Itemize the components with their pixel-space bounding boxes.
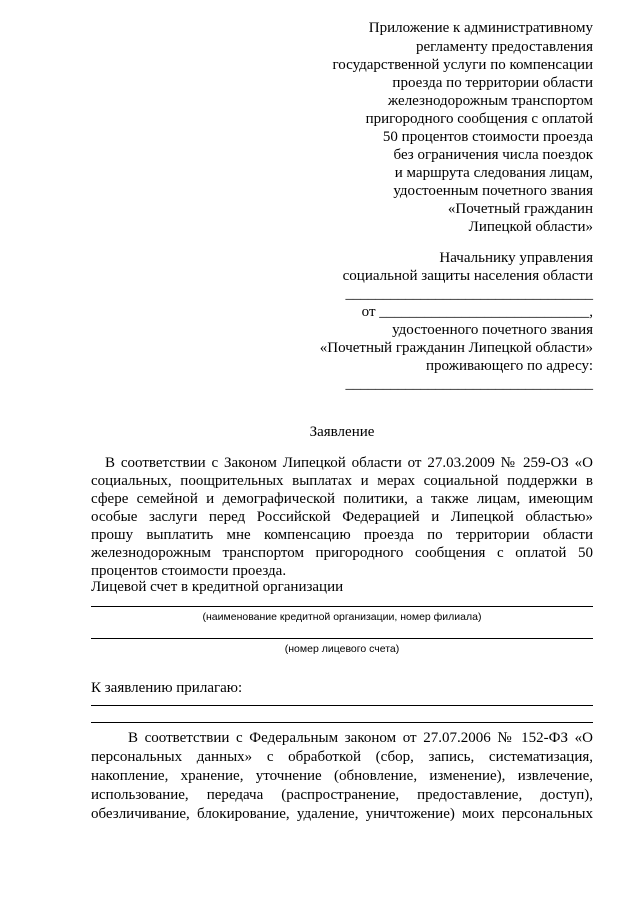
body-line-5: прошу выплатить мне компенсацию проезда по территории области: [91, 527, 593, 543]
attachments-label: К заявлению прилагаю:: [91, 680, 243, 696]
appendix-line-5: железнодорожным транспортом: [387, 93, 593, 109]
account-label: Лицевой счет в кредитной организации: [91, 579, 344, 595]
appendix-line-1: Приложение к административному: [368, 20, 593, 36]
appendix-line-3: государственной услуги по компенсации: [332, 57, 593, 73]
bank-name-caption: (наименование кредитной организации, номер филиала): [202, 611, 482, 623]
appendix-line-4: проезда по территории области: [392, 75, 593, 91]
applicant-address-blank[interactable]: _________________________________: [345, 376, 593, 392]
appendix-line-12: Липецкой области»: [468, 219, 593, 235]
body-line-6: железнодорожным транспортом пригородного сообщения с оплатой 50: [91, 545, 593, 561]
consent-line-2: персональных данных» с обработкой (сбор, запись, систематизация,: [91, 749, 593, 765]
body-line-4: особые заслуги перед Российской Федерацией и Липецкой областью»: [91, 509, 593, 525]
appendix-line-6: пригородного сообщения с оплатой: [365, 111, 593, 127]
applicant-name-blank[interactable]: от ____________________________,: [361, 304, 593, 320]
consent-line-4: использование, передача (распространение, предоставление, доступ),: [91, 787, 593, 803]
consent-line-5: обезличивание, блокирование, удаление, уничтожение) моих персональных: [91, 806, 593, 822]
document-title: Заявление: [309, 424, 375, 440]
appendix-line-2: регламенту предоставления: [415, 39, 593, 55]
applicant-title-line: удостоенного почетного звания: [392, 322, 593, 338]
consent-line-3: накопление, хранение, уточнение (обновление, изменение), извлечение,: [91, 768, 593, 784]
addressee-line-2: социальной защиты населения области: [342, 268, 593, 284]
body-line-2: социальных, поощрительных выплатах и мерах социальной поддержки в: [91, 473, 593, 489]
consent-line-1: В соответствии с Федеральным законом от 27.07.2006 № 152-ФЗ «О: [128, 730, 593, 746]
appendix-line-9: и маршрута следования лицам,: [394, 165, 593, 181]
attachments-blank-2[interactable]: [91, 722, 593, 723]
appendix-line-10: удостоенным почетного звания: [393, 183, 593, 199]
appendix-line-8: без ограничения числа поездок: [393, 147, 593, 163]
body-line-1: В соответствии с Законом Липецкой области от 27.03.2009 № 259-ОЗ «О: [105, 455, 593, 471]
addressee-name-blank[interactable]: _________________________________: [345, 286, 593, 302]
appendix-line-7: 50 процентов стоимости проезда: [382, 129, 593, 145]
account-number-caption: (номер лицевого счета): [284, 643, 400, 655]
appendix-line-11: «Почетный гражданин: [447, 201, 593, 217]
addressee-line-1: Начальнику управления: [439, 250, 593, 266]
attachments-blank-1[interactable]: [91, 705, 593, 706]
body-line-7: процентов стоимости проезда.: [91, 563, 287, 579]
body-line-3: сфере семейной и демографической политики, а также лицам, имеющим: [91, 491, 593, 507]
applicant-address-label: проживающего по адресу:: [425, 358, 593, 374]
applicant-honor-line: «Почетный гражданин Липецкой области»: [319, 340, 593, 356]
bank-name-blank[interactable]: [91, 606, 593, 607]
account-number-blank[interactable]: [91, 638, 593, 639]
